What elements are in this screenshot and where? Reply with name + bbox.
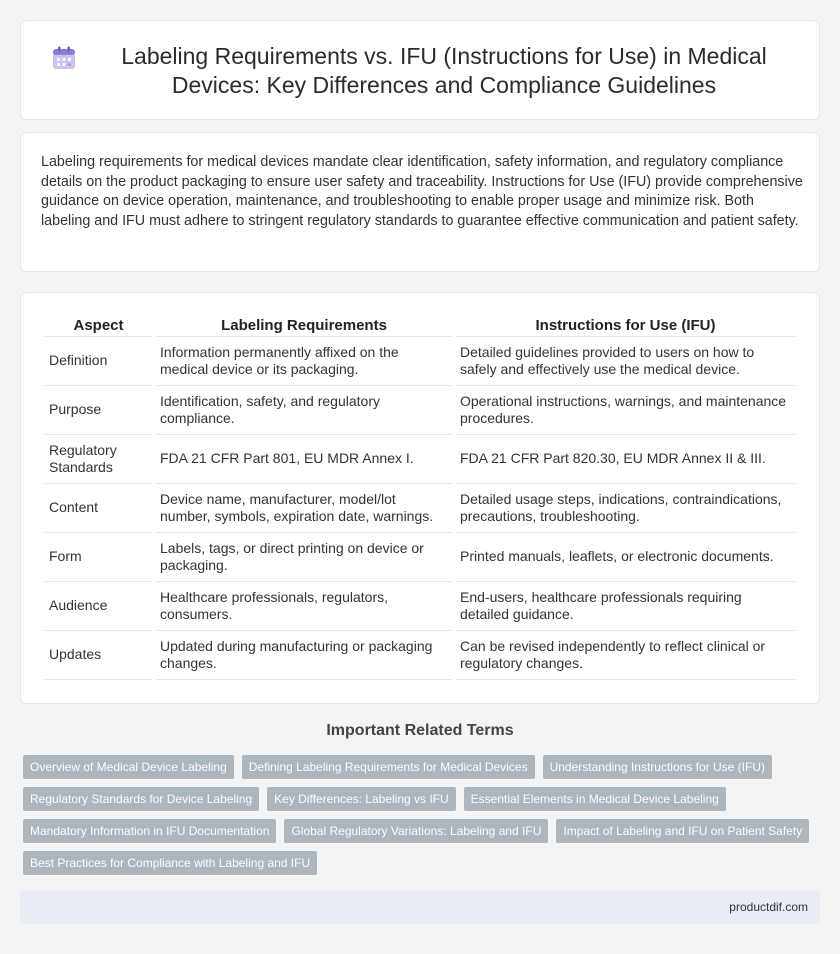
row-ifu: End-users, healthcare professionals requiring detailed guidance. bbox=[456, 582, 795, 631]
header-labeling: Labeling Requirements bbox=[156, 311, 452, 337]
row-ifu: Detailed guidelines provided to users on how to safely and effectively use the medical device. bbox=[456, 337, 795, 386]
row-labeling: Device name, manufacturer, model/lot number, symbols, expiration date, warnings. bbox=[156, 484, 452, 533]
table-row bbox=[45, 484, 795, 533]
related-term-tag[interactable]: Key Differences: Labeling vs IFU bbox=[267, 787, 456, 811]
intro-card bbox=[20, 132, 820, 272]
related-terms-title: Important Related Terms bbox=[326, 722, 514, 739]
table-row bbox=[45, 533, 795, 582]
table-header-row bbox=[45, 311, 795, 337]
row-ifu: Detailed usage steps, indications, contraindications, precautions, troubleshooting. bbox=[456, 484, 795, 533]
related-term-tag[interactable]: Regulatory Standards for Device Labeling bbox=[23, 787, 259, 811]
related-term-tag[interactable]: Overview of Medical Device Labeling bbox=[23, 755, 234, 779]
related-term-tag[interactable]: Global Regulatory Variations: Labeling and IFU bbox=[284, 819, 548, 843]
related-term-tag[interactable]: Impact of Labeling and IFU on Patient Safety bbox=[556, 819, 809, 843]
row-ifu: FDA 21 CFR Part 820.30, EU MDR Annex II & III. bbox=[456, 435, 795, 484]
row-ifu: Printed manuals, leaflets, or electronic documents. bbox=[456, 533, 795, 582]
comparison-table bbox=[41, 311, 799, 680]
row-ifu: Operational instructions, warnings, and maintenance procedures. bbox=[456, 386, 795, 435]
related-terms-tags bbox=[23, 755, 823, 883]
table-row bbox=[45, 386, 795, 435]
comparison-table-card bbox=[20, 292, 820, 704]
header-aspect: Aspect bbox=[45, 311, 152, 337]
table-row bbox=[45, 435, 795, 484]
related-term-tag[interactable]: Defining Labeling Requirements for Medical Devices bbox=[242, 755, 535, 779]
row-labeling: Healthcare professionals, regulators, consumers. bbox=[156, 582, 452, 631]
row-labeling: Labels, tags, or direct printing on device or packaging. bbox=[156, 533, 452, 582]
row-aspect: Updates bbox=[45, 631, 152, 680]
page-title: Labeling Requirements vs. IFU (Instructions for Use) in Medical Devices: Key Differences and Compliance Guidelines bbox=[121, 43, 767, 98]
footer bbox=[20, 890, 820, 924]
row-aspect: Regulatory Standards bbox=[45, 435, 152, 484]
row-ifu: Can be revised independently to reflect clinical or regulatory changes. bbox=[456, 631, 795, 680]
table-row bbox=[45, 582, 795, 631]
header-ifu: Instructions for Use (IFU) bbox=[456, 311, 795, 337]
row-labeling: Information permanently affixed on the medical device or its packaging. bbox=[156, 337, 452, 386]
row-aspect: Form bbox=[45, 533, 152, 582]
related-term-tag[interactable]: Understanding Instructions for Use (IFU) bbox=[543, 755, 772, 779]
related-term-tag[interactable]: Essential Elements in Medical Device Labeling bbox=[464, 787, 726, 811]
title-card bbox=[20, 20, 820, 120]
related-term-tag[interactable]: Best Practices for Compliance with Labeling and IFU bbox=[23, 851, 317, 875]
related-term-tag[interactable]: Mandatory Information in IFU Documentation bbox=[23, 819, 276, 843]
row-aspect: Content bbox=[45, 484, 152, 533]
row-aspect: Purpose bbox=[45, 386, 152, 435]
title-row bbox=[21, 21, 821, 121]
table-row bbox=[45, 337, 795, 386]
row-labeling: Updated during manufacturing or packaging changes. bbox=[156, 631, 452, 680]
table-row bbox=[45, 631, 795, 680]
calendar-icon bbox=[51, 45, 77, 71]
row-labeling: FDA 21 CFR Part 801, EU MDR Annex I. bbox=[156, 435, 452, 484]
row-aspect: Audience bbox=[45, 582, 152, 631]
intro-paragraph: Labeling requirements for medical devices mandate clear identification, safety information, and regulatory compliance details on the product packaging to ensure user safety and traceability. Instructions for Use (IFU) provide comprehensive guidance on device operation, maintenance, and troubleshooting to enable proper usage and minimize risk. Both labeling and IFU must adhere to stringent regulatory standards to guarantee effective communication and patient safety. bbox=[41, 154, 803, 229]
row-labeling: Identification, safety, and regulatory compliance. bbox=[156, 386, 452, 435]
footer-site-link[interactable]: productdif.com bbox=[729, 900, 808, 914]
row-aspect: Definition bbox=[45, 337, 152, 386]
